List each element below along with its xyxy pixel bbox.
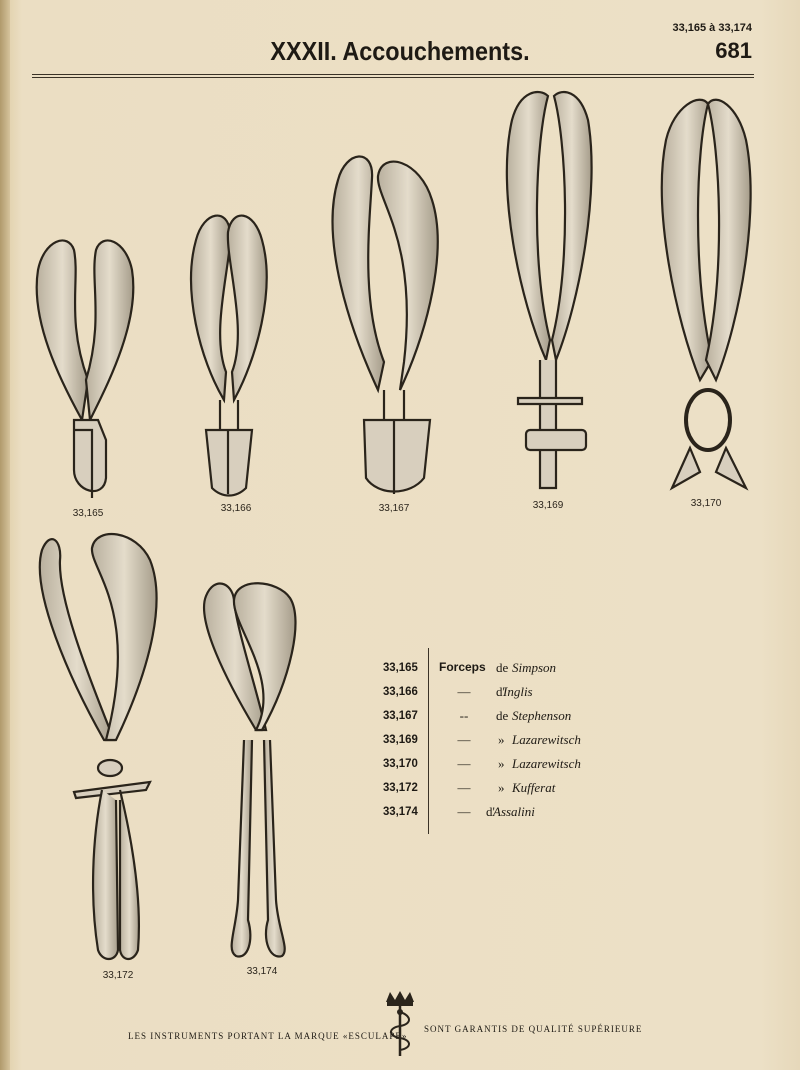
page-number: 681	[715, 38, 752, 63]
catalog-number: 33,172	[382, 780, 418, 794]
catalog-preposition: »	[498, 732, 505, 747]
forceps-assalini-illustration	[204, 583, 295, 956]
catalog-name: Stephenson	[512, 708, 572, 723]
catalog-preposition: de	[496, 708, 509, 723]
catalog-divider	[428, 648, 429, 834]
catalog-preposition: d'	[486, 804, 495, 819]
footer-text-right: SONT GARANTIS DE QUALITÉ SUPÉRIEURE	[424, 1024, 643, 1034]
figure-label: 33,166	[220, 503, 252, 514]
catalog-number: 33,167	[382, 708, 418, 722]
catalog-name: Assalini	[493, 804, 535, 819]
esculape-caduceus-crown-icon	[378, 990, 422, 1060]
figure-label: 33,167	[378, 503, 410, 514]
catalog-dash: —	[457, 804, 471, 819]
catalog-preposition: »	[498, 780, 505, 795]
figure-label: 33,169	[532, 500, 564, 511]
page-title: XXXII. Accouchements.	[270, 36, 530, 66]
forceps-kufferat-illustration	[40, 534, 157, 959]
forceps-simpson-illustration	[37, 240, 134, 498]
catalog-name: Lazarewitsch	[512, 756, 581, 771]
forceps-stephenson-illustration	[333, 156, 438, 494]
catalog-dash: —	[457, 780, 471, 795]
footer-text-left: LES INSTRUMENTS PORTANT LA MARQUE «ESCULAPE»	[128, 1031, 408, 1041]
catalog-preposition: »	[498, 756, 505, 771]
catalog-name: Lazarewitsch	[512, 732, 581, 747]
figure-label: 33,174	[246, 966, 278, 977]
catalog-type: Forceps	[439, 660, 486, 674]
catalog-dash: --	[459, 708, 469, 723]
catalog-name: Kufferat	[512, 780, 556, 795]
catalog-name: Simpson	[512, 660, 557, 675]
figure-label: 33,165	[72, 508, 104, 519]
header-item-range: 33,165 à 33,174	[672, 22, 752, 34]
catalog-dash: —	[457, 732, 471, 747]
forceps-lazarewitsch-2-illustration	[662, 100, 751, 488]
figure-label: 33,172	[102, 970, 134, 981]
catalog-preposition: de	[496, 660, 509, 675]
catalog-dash: —	[457, 684, 471, 699]
catalog-number: 33,165	[382, 660, 418, 674]
forceps-lazarewitsch-1-illustration	[507, 92, 592, 488]
catalog-number: 33,174	[382, 804, 418, 818]
catalog-name: Inglis	[503, 684, 533, 699]
catalog-number: 33,166	[382, 684, 418, 698]
catalog-number: 33,170	[382, 756, 418, 770]
figure-label: 33,170	[690, 498, 722, 509]
catalog-number: 33,169	[382, 732, 418, 746]
catalog-dash: —	[457, 756, 471, 771]
catalog-preposition: d'	[496, 684, 505, 699]
forceps-inglis-illustration	[191, 216, 267, 496]
